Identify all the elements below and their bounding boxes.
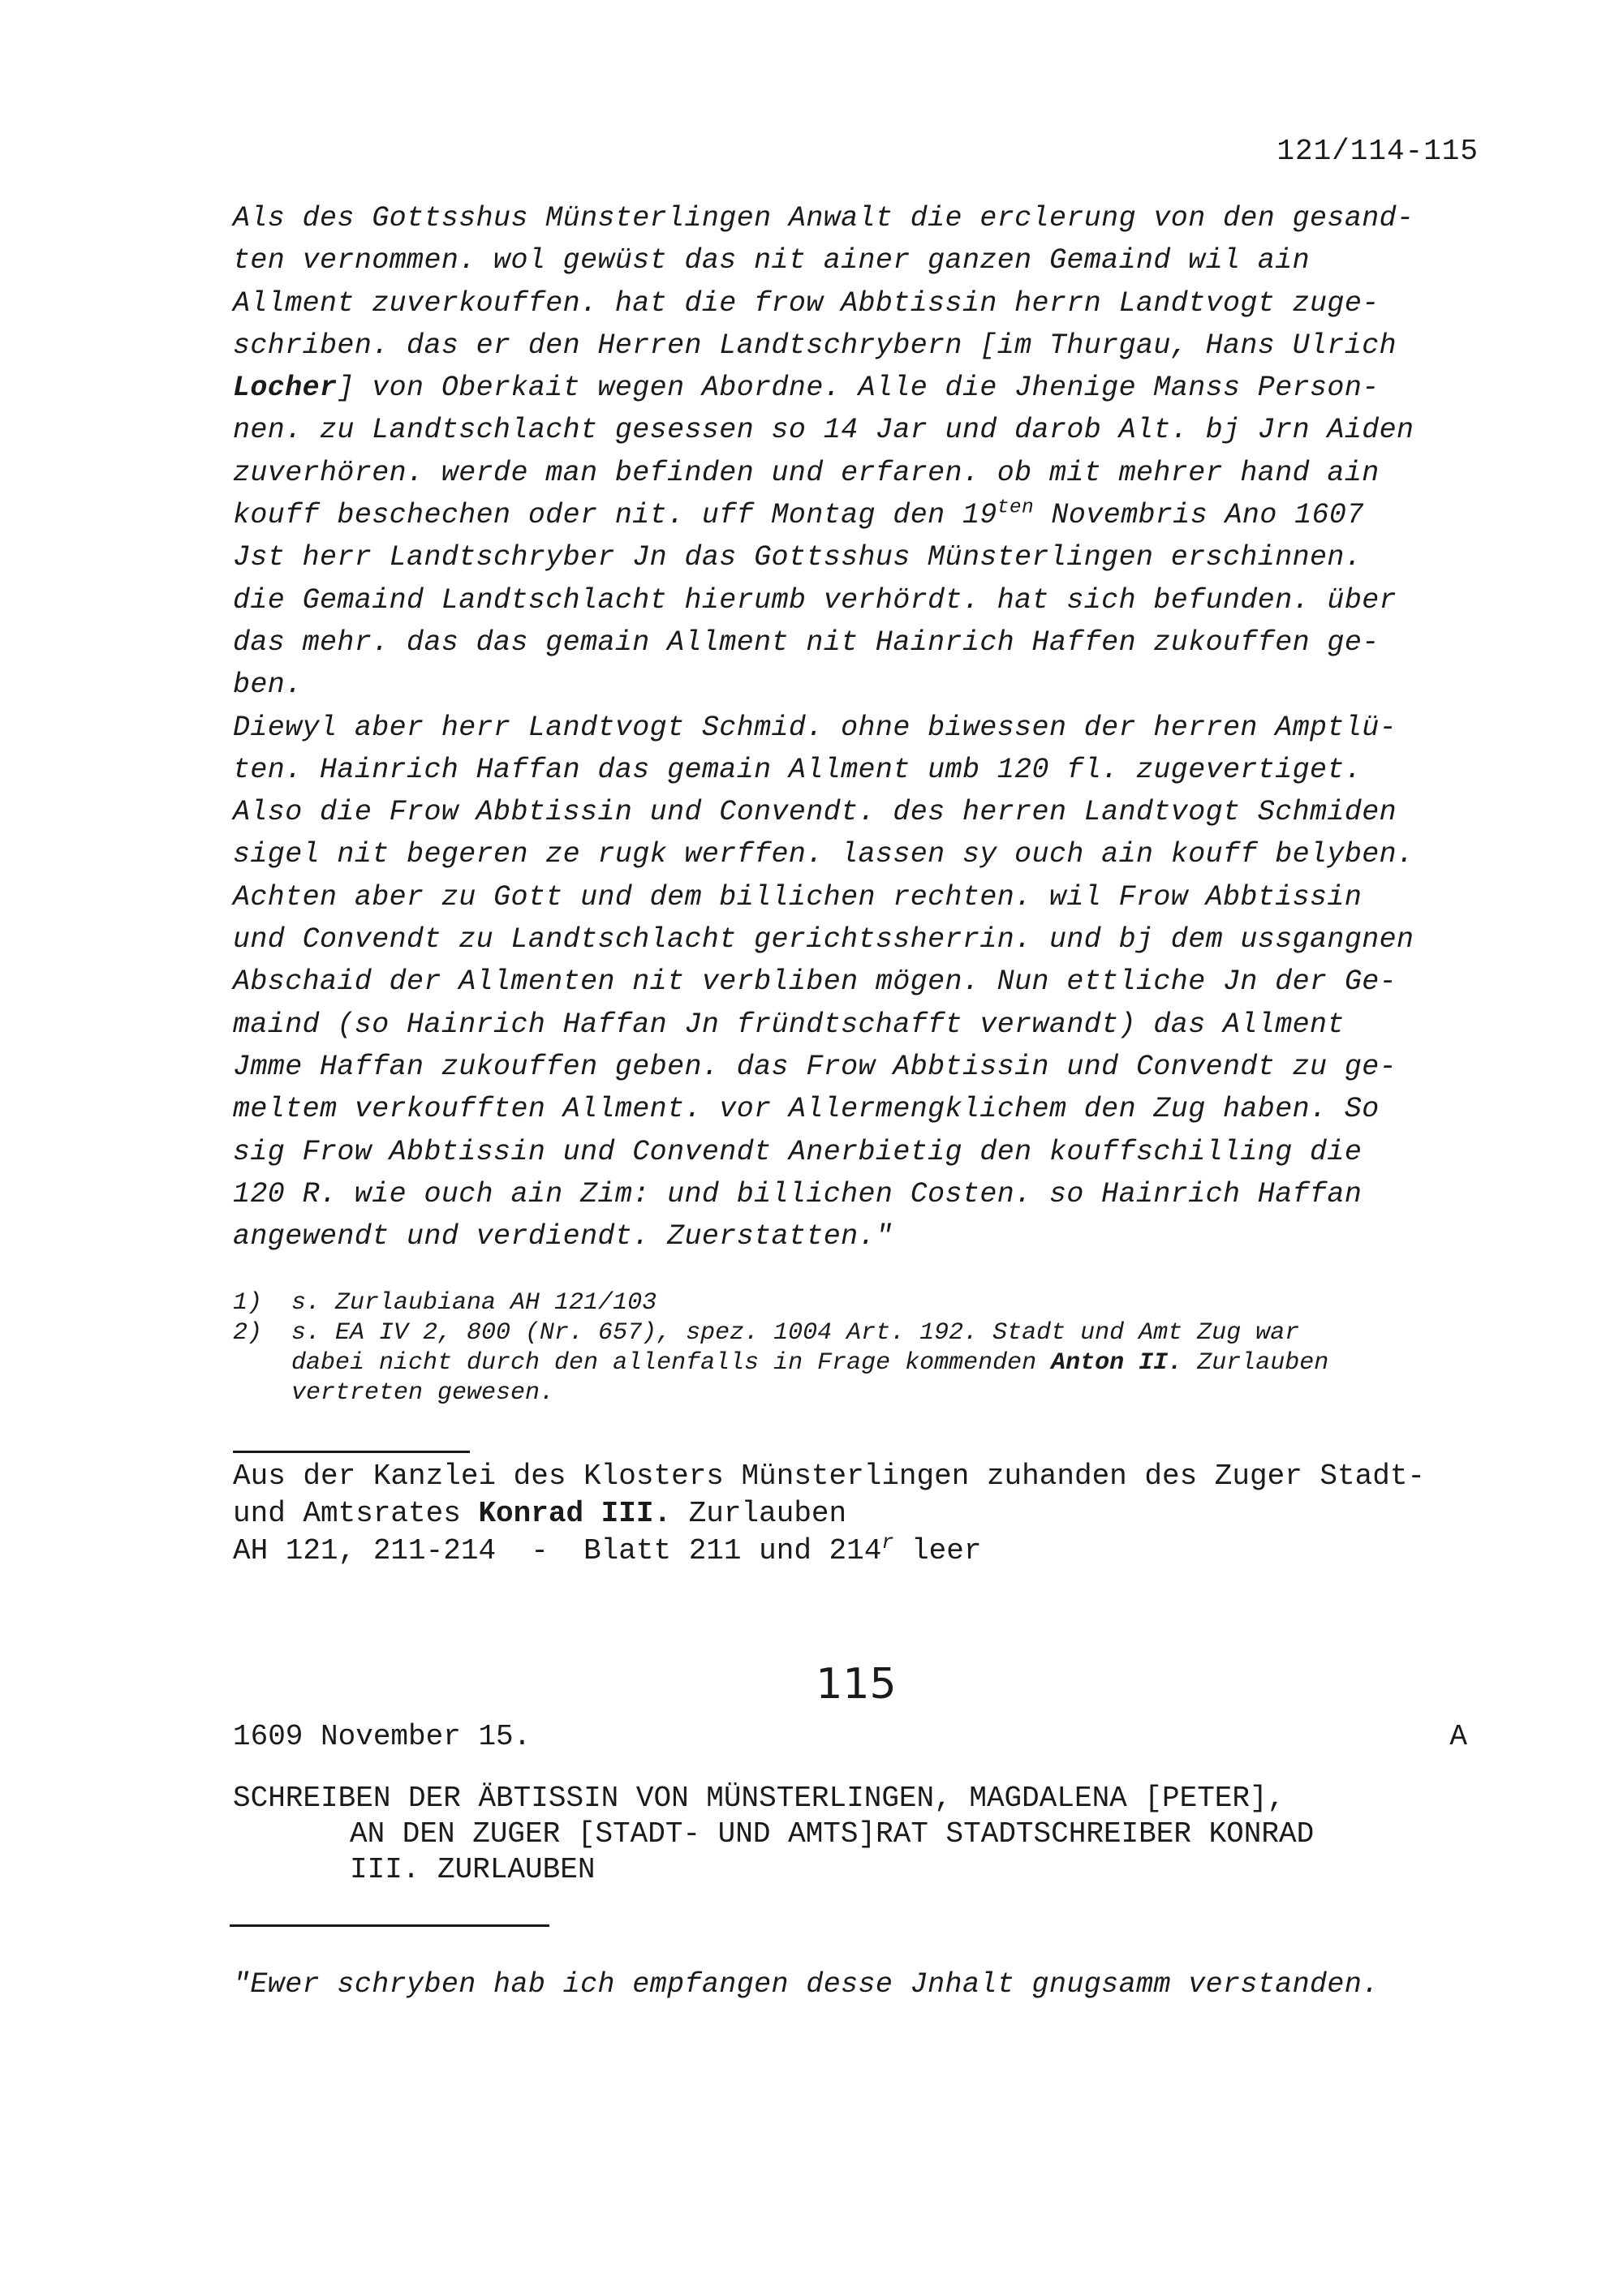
- body-line: ben.: [233, 669, 303, 702]
- body-line: und Convendt zu Landtschlacht gerichtssherrin. und bj dem ussgangnen: [233, 923, 1414, 957]
- name-konrad: Konrad III.: [478, 1497, 672, 1530]
- footnote-text: s. Zurlaubiana AH 121/103: [291, 1289, 657, 1317]
- provenance-line: [233, 1533, 1425, 1570]
- body-line-text: Novembris Ano 1607: [1034, 499, 1364, 532]
- title-line: SCHREIBEN DER ÄBTISSIN VON MÜNSTERLINGEN, MAGDALENA [PETER],: [233, 1782, 1285, 1815]
- name-locher: Locher: [233, 372, 338, 405]
- body-line: Als des Gottsshus Münsterlingen Anwalt die erclerung von den gesand-: [233, 202, 1414, 234]
- body-line-text: kouff beschechen oder nit. uff Montag den 19: [233, 499, 997, 532]
- footnotes: [233, 1288, 1499, 1408]
- title-line: III. ZURLAUBEN: [350, 1853, 596, 1886]
- body-line: meltem verkoufften Allment. vor Allermengklichem den Zug haben. So: [233, 1093, 1380, 1126]
- document-marker: A: [1449, 1720, 1467, 1753]
- section-divider: [233, 1451, 470, 1453]
- document-title: [233, 1781, 1314, 1888]
- provenance-line: Aus der Kanzlei des Klosters Münsterlingen zuhanden des Zuger Stadt-: [233, 1460, 1426, 1493]
- provenance-note: [233, 1458, 1425, 1570]
- body-line: 120 R. wie ouch ain Zim: und billichen Costen. so Hainrich Haffan: [233, 1177, 1363, 1210]
- body-line: Abschaid der Allmenten nit verbliben mögen. Nun ettliche Jn der Ge-: [233, 965, 1397, 999]
- body-line: Jst herr Landtschryber Jn das Gottsshus Münsterlingen erschinnen.: [233, 541, 1363, 574]
- footnote-number: 2): [233, 1319, 263, 1347]
- body-line: das mehr. das das gemain Allment nit Hainrich Haffen zukouffen ge-: [233, 626, 1380, 659]
- provenance-text: Zurlauben: [671, 1497, 847, 1530]
- body-line-text: ] von Oberkait wegen Abordne. Alle die Jhenige Manss Person-: [337, 372, 1380, 405]
- footnote-2-continuation: [233, 1348, 1499, 1378]
- provenance-text: leer: [893, 1534, 982, 1567]
- body-line: ten. Hainrich Haffan das gemain Allment umb 120 fl. zugevertiget.: [233, 753, 1363, 786]
- name-anton: Anton II.: [1051, 1349, 1183, 1377]
- footnote-number: 1): [233, 1289, 263, 1317]
- letter-opening: "Ewer schryben hab ich empfangen desse Jnhalt gnugsamm verstanden.: [233, 1968, 1380, 2001]
- body-line: zuverhören. werde man befinden und erfaren. ob mit mehrer hand ain: [233, 456, 1380, 489]
- body-line: Also die Frow Abbtissin und Convendt. des herren Landtvogt Schmiden: [233, 796, 1397, 829]
- body-line: [233, 494, 1483, 536]
- body-line: angewendt und verdiendt. Zuerstatten.": [233, 1220, 893, 1253]
- body-line: ten vernommen. wol gewüst das nit ainer ganzen Gemaind wil ain: [233, 244, 1311, 277]
- ordinal-superscript: ten: [997, 497, 1035, 519]
- archive-reference: 121/114-115: [1276, 135, 1479, 168]
- provenance-text: und Amtsrates: [233, 1497, 479, 1530]
- title-divider: [230, 1924, 549, 1927]
- body-line: sigel nit begeren ze rugk werffen. lassen sy ouch ain kouff belyben.: [233, 838, 1414, 871]
- body-line: maind (so Hainrich Haffan Jn fründtschafft verwandt) das Allment: [233, 1008, 1345, 1041]
- footnote-2-continuation: vertreten gewesen.: [291, 1379, 555, 1407]
- footnote-text: Zurlauben: [1182, 1349, 1329, 1377]
- body-line: die Gemaind Landtschlacht hierumb verhördt. hat sich befunden. über: [233, 583, 1397, 617]
- body-line: schriben. das er den Herren Landtschrybern [im Thurgau, Hans Ulrich: [233, 329, 1397, 362]
- recto-superscript: r: [881, 1531, 894, 1554]
- letter-body: [233, 197, 1483, 1258]
- body-line: nen. zu Landtschlacht gesessen so 14 Jar und darob Alt. bj Jrn Aiden: [233, 414, 1414, 447]
- body-line: Allment zuverkouffen. hat die frow Abbtissin herrn Landtvogt zuge-: [233, 286, 1380, 320]
- body-line: Achten aber zu Gott und dem billichen rechten. wil Frow Abbtissin: [233, 880, 1363, 914]
- body-line: [233, 367, 1483, 409]
- body-line: sig Frow Abbtissin und Convendt Anerbietig den kouffschilling die: [233, 1135, 1363, 1168]
- footnote-1: [233, 1288, 1499, 1318]
- footnote-text: dabei nicht durch den allenfalls in Frage kommenden: [291, 1349, 1052, 1377]
- footnote-text: s. EA IV 2, 800 (Nr. 657), spez. 1004 Art. 192. Stadt und Amt Zug war: [291, 1319, 1300, 1347]
- provenance-text: AH 121, 211-214 - Blatt 211 und 214: [233, 1534, 882, 1567]
- footnote-2: [233, 1318, 1499, 1348]
- body-line: Jmme Haffan zukouffen geben. das Frow Abbtissin und Convendt zu ge-: [233, 1050, 1397, 1083]
- body-line: Diewyl aber herr Landtvogt Schmid. ohne biwessen der herren Amptlü-: [233, 711, 1397, 744]
- provenance-line: [233, 1495, 1425, 1533]
- title-line: AN DEN ZUGER [STADT- UND AMTS]RAT STADTSCHREIBER KONRAD: [350, 1817, 1315, 1851]
- document-number: 115: [816, 1660, 897, 1709]
- document-date: 1609 November 15.: [233, 1720, 532, 1753]
